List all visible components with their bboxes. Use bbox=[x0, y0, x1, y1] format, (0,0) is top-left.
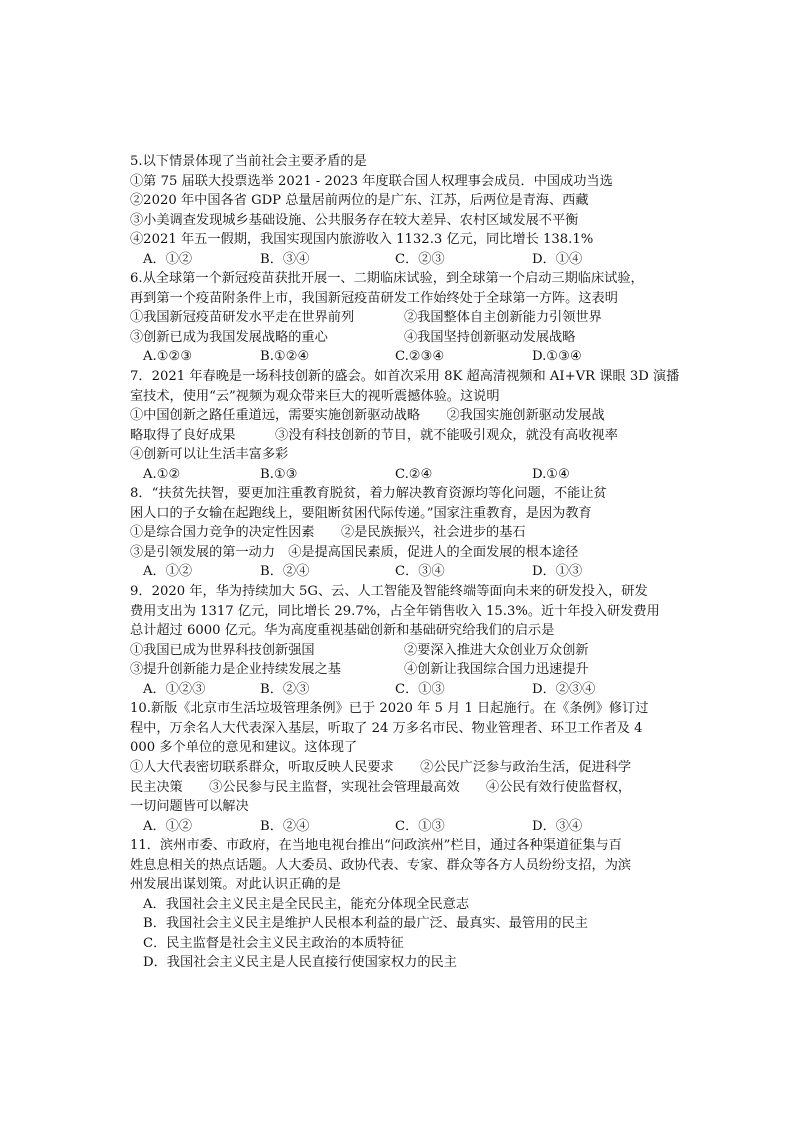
statement: ③创新已成为我国发展战略的重心 bbox=[130, 329, 328, 345]
option-d[interactable]: D．我国社会主义民主是人民直接行使国家权力的民主 bbox=[143, 955, 457, 971]
option-d[interactable]: D．①③ bbox=[532, 564, 583, 580]
option-c[interactable]: C.②④ bbox=[395, 466, 433, 482]
question-8 bbox=[130, 484, 670, 582]
statement: ①第 75 届联大投票选举 2021 - 2023 年度联合国人权理事会成员．中国成功当选 bbox=[130, 173, 613, 189]
answer-options bbox=[130, 562, 670, 582]
statement-row bbox=[130, 641, 670, 661]
question-stem: 000 多个单位的意见和建议。这体现了 bbox=[130, 740, 358, 756]
question-stem: 8．“扶贫先扶智，要更加注重教育脱贫，着力解决教育资源均等化问题，不能让贫 bbox=[130, 486, 607, 502]
option-c[interactable]: C．民主监督是社会主义民主政治的本质特征 bbox=[143, 935, 404, 951]
question-9 bbox=[130, 582, 670, 699]
option-a[interactable]: A．①②③ bbox=[143, 681, 206, 697]
option-c[interactable]: C．①③ bbox=[395, 681, 445, 697]
option-d[interactable]: D．①④ bbox=[532, 251, 583, 267]
option-a[interactable]: A．我国社会主义民主是全民民主，能充分体现全民意志 bbox=[143, 896, 470, 912]
option-d[interactable]: D．③④ bbox=[532, 818, 583, 834]
statement: ④我国坚持创新驱动发展战略 bbox=[404, 329, 576, 345]
option-a[interactable]: A.①②③ bbox=[143, 349, 193, 365]
answer-options bbox=[130, 250, 670, 270]
question-stem: 11．滨州市委、市政府，在当地电视台推出“问政滨州”栏目，通过各种渠道征集与百 bbox=[130, 838, 622, 854]
statement: ①是综合国力竞争的决定性因素 ②是民族振兴，社会进步的基石 bbox=[130, 525, 526, 541]
option-b[interactable]: B．②④ bbox=[260, 564, 310, 580]
option-c[interactable]: C．①③ bbox=[395, 818, 445, 834]
statement: ③提升创新能力是企业持续发展之基 bbox=[130, 662, 341, 678]
question-stem: 姓息息相关的热点话题。人大委员、政协代表、专家、群众等各方人员纷纷支招，为滨 bbox=[130, 857, 632, 873]
option-d[interactable]: D.①③④ bbox=[532, 349, 582, 365]
option-b[interactable]: B．②④ bbox=[260, 818, 310, 834]
answer-options bbox=[130, 347, 670, 367]
option-a[interactable]: A．①② bbox=[143, 564, 193, 580]
statement: ①中国创新之路任重道远，需要实施创新驱动战略 ②我国实施创新驱动发展战 bbox=[130, 408, 605, 424]
answer-options bbox=[130, 817, 670, 837]
statement: 民主决策 ③公民参与民主监督，实现社会管理最高效 ④公民有效行使监督权， bbox=[130, 779, 632, 795]
question-stem: 5.以下情景体现了当前社会主要矛盾的是 bbox=[130, 154, 367, 169]
statement: ②要深入推进大众创业万众创新 bbox=[404, 642, 589, 658]
statement: 一切问题皆可以解决 bbox=[130, 799, 249, 815]
question-5 bbox=[130, 152, 670, 269]
statement: ①人大代表密切联系群众，听取反映人民要求 ②公民广泛参与政治生活，促进科学 bbox=[130, 759, 632, 775]
statement: ②2020 年中国各省 GDP 总量居前两位的是广东、江苏，后两位是青海、西藏 bbox=[130, 193, 589, 209]
option-b[interactable]: B.①②④ bbox=[260, 349, 310, 365]
statement: 略取得了良好成果 ③没有科技创新的节目，就不能吸引观众，就没有高收视率 bbox=[130, 427, 618, 443]
statement: ①我国已成为世界科技创新强国 bbox=[130, 642, 315, 658]
question-stem: 7．2021 年春晚是一场科技创新的盛会。如首次采用 8K 超高清视频和 AI+VR 课眼 3D 演播 bbox=[130, 369, 680, 385]
option-a[interactable]: A．①② bbox=[143, 251, 193, 267]
option-a[interactable]: A.①② bbox=[143, 466, 181, 482]
question-stem: 10.新版《北京市生活垃圾管理条例》已于 2020 年 5 月 1 日起施行。在《条例》修订过 bbox=[130, 701, 649, 717]
statement: ②我国整体自主创新能力引领世界 bbox=[404, 310, 602, 326]
option-b[interactable]: B．③④ bbox=[260, 251, 310, 267]
question-stem: 6.从全球第一个新冠疫苗获批开展一、二期临床试验，到全球第一个启动三期临床试验， bbox=[130, 271, 644, 287]
statement: ④2021 年五一假期，我国实现国内旅游收入 1132.3 亿元，同比增长 138.1% bbox=[130, 232, 594, 248]
option-b[interactable]: B．我国社会主义民主是维护人民根本利益的最广泛、最真实、最管用的民主 bbox=[143, 916, 588, 932]
question-10 bbox=[130, 699, 670, 836]
option-d[interactable]: D.①④ bbox=[532, 466, 570, 482]
question-stem: 9．2020 年，华为持续加大 5G、云、人工智能及智能终端等面向未来的研发投入，研发 bbox=[130, 584, 648, 600]
question-stem: 困人口的子女输在起跑线上，要阻断贫困代际传递。”国家注重教育，是因为教育 bbox=[130, 505, 592, 521]
option-a[interactable]: A．①② bbox=[143, 818, 193, 834]
question-6 bbox=[130, 269, 670, 367]
question-stem: 费用支出为 1317 亿元，同比增长 29.7%，占全年销售收入 15.3%。近十年投入研发费用 bbox=[130, 603, 660, 619]
statement: ③小美调查发现城乡基础设施、公共服务存在较大差异、农村区域发展不平衡 bbox=[130, 212, 579, 228]
question-stem: 再到第一个疫苗附条件上市，我国新冠疫苗研发工作始终处于全球第一方阵。这表明 bbox=[130, 290, 618, 306]
option-c[interactable]: C．②③ bbox=[395, 251, 445, 267]
option-b[interactable]: B．②③ bbox=[260, 681, 310, 697]
question-11 bbox=[130, 836, 670, 973]
answer-options bbox=[130, 680, 670, 700]
option-b[interactable]: B.①③ bbox=[260, 466, 298, 482]
question-stem: 州发展出谋划策。对此认识正确的是 bbox=[130, 877, 341, 893]
statement-row bbox=[130, 660, 670, 680]
question-stem: 室技术，使用“云”视频为观众带来巨大的视听震撼体验。这说明 bbox=[130, 388, 500, 404]
question-stem: 程中，万余名人大代表深入基层，听取了 24 万多名市民、物业管理者、环卫工作者及 4 bbox=[130, 720, 643, 736]
answer-options bbox=[130, 465, 670, 485]
statement-row bbox=[130, 328, 670, 348]
question-stem: 总计超过 6000 亿元。华为高度重视基础创新和基础研究给我们的启示是 bbox=[130, 623, 555, 639]
statement-row bbox=[130, 308, 670, 328]
statement: ④创新可以让生活丰富多彩 bbox=[130, 447, 289, 463]
option-d[interactable]: D．②③④ bbox=[532, 681, 596, 697]
statement: ④创新让我国综合国力迅速提升 bbox=[404, 662, 589, 678]
option-c[interactable]: C．③④ bbox=[395, 564, 445, 580]
option-c[interactable]: C.②③④ bbox=[395, 349, 445, 365]
statement: ③是引领发展的第一动力 ④是提高国民素质，促进人的全面发展的根本途径 bbox=[130, 544, 579, 560]
question-7 bbox=[130, 367, 680, 484]
statement: ①我国新冠疫苗研发水平走在世界前列 bbox=[130, 310, 355, 326]
exam-page bbox=[130, 152, 680, 973]
